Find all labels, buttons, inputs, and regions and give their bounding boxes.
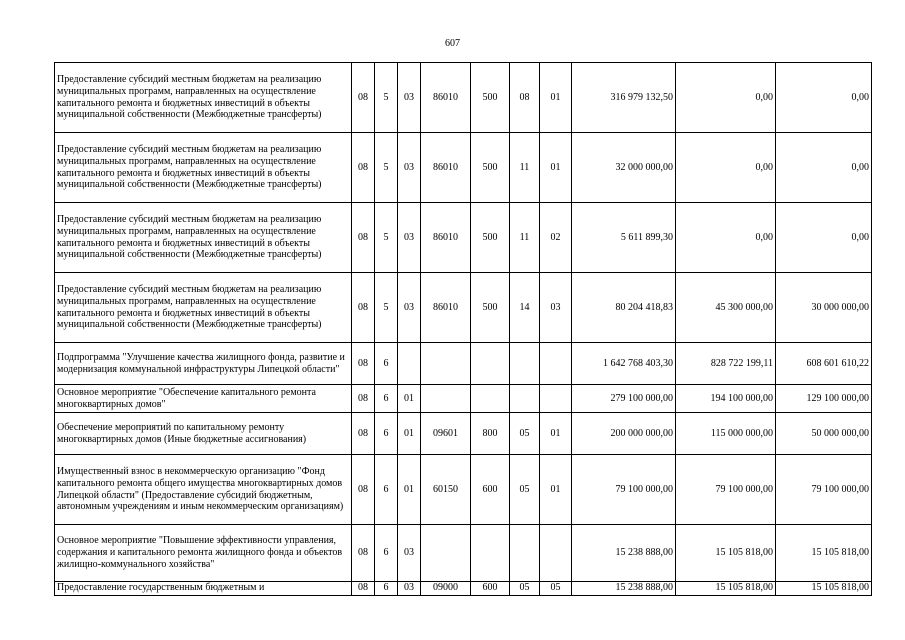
code-expense-type: 500 (471, 273, 510, 343)
amount-year-2: 0,00 (676, 63, 776, 133)
amount-year-2: 45 300 000,00 (676, 273, 776, 343)
code-section: 08 (352, 413, 375, 455)
amount-year-1: 80 204 418,83 (572, 273, 676, 343)
code-subsection (540, 525, 572, 582)
code-subprogram: 6 (375, 343, 398, 385)
amount-year-3: 0,00 (776, 63, 872, 133)
code-subsection: 02 (540, 203, 572, 273)
code-direction: 86010 (421, 273, 471, 343)
code-section: 08 (352, 343, 375, 385)
code-measure: 03 (398, 525, 421, 582)
amount-year-3: 0,00 (776, 203, 872, 273)
table-row (55, 385, 872, 413)
code-subsection: 03 (540, 273, 572, 343)
code-expense-type (471, 385, 510, 413)
code-section: 08 (352, 525, 375, 582)
code-expense-type: 800 (471, 413, 510, 455)
code-subsection: 01 (540, 133, 572, 203)
code-measure: 03 (398, 273, 421, 343)
code-subprogram: 6 (375, 525, 398, 582)
code-direction (421, 525, 471, 582)
amount-year-2: 79 100 000,00 (676, 455, 776, 525)
row-title: Обеспечение мероприятий по капитальному ремонту многоквартирных домов (Иные бюджетные ассигнования) (55, 413, 352, 455)
code-subprogram: 6 (375, 413, 398, 455)
row-title: Имущественный взнос в некоммерческую организацию "Фонд капитального ремонта общего имущества многоквартирных домов Липецкой области" (Предоставление субсидий бюджетным, автономным учреждениям и иным некоммерческим организациям) (55, 455, 352, 525)
code-chapter: 05 (510, 413, 540, 455)
code-expense-type (471, 525, 510, 582)
code-measure: 01 (398, 413, 421, 455)
code-direction (421, 385, 471, 413)
amount-year-2: 115 000 000,00 (676, 413, 776, 455)
code-section: 08 (352, 273, 375, 343)
code-chapter (510, 525, 540, 582)
code-subsection: 05 (540, 582, 572, 596)
code-chapter: 11 (510, 203, 540, 273)
amount-year-3: 15 105 818,00 (776, 525, 872, 582)
code-subprogram: 5 (375, 133, 398, 203)
table-row (55, 413, 872, 455)
code-expense-type: 500 (471, 63, 510, 133)
amount-year-1: 1 642 768 403,30 (572, 343, 676, 385)
code-section: 08 (352, 133, 375, 203)
code-measure: 01 (398, 385, 421, 413)
row-title: Предоставление субсидий местным бюджетам на реализацию муниципальных программ, направленных на осуществление капитального ремонта и бюджетных инвестиций в объекты муниципальной собственности (Межбюджетные трансферты) (55, 63, 352, 133)
code-chapter: 05 (510, 455, 540, 525)
amount-year-3: 0,00 (776, 133, 872, 203)
code-chapter: 11 (510, 133, 540, 203)
code-measure: 03 (398, 63, 421, 133)
code-measure: 03 (398, 582, 421, 596)
amount-year-3: 608 601 610,22 (776, 343, 872, 385)
code-subsection (540, 343, 572, 385)
code-section: 08 (352, 582, 375, 596)
code-section: 08 (352, 63, 375, 133)
amount-year-1: 15 238 888,00 (572, 525, 676, 582)
code-chapter (510, 343, 540, 385)
amount-year-2: 828 722 199,11 (676, 343, 776, 385)
code-expense-type: 500 (471, 133, 510, 203)
code-direction (421, 343, 471, 385)
code-subsection: 01 (540, 413, 572, 455)
row-title: Основное мероприятие "Обеспечение капитального ремонта многоквартирных домов" (55, 385, 352, 413)
table-row (55, 203, 872, 273)
code-measure: 03 (398, 133, 421, 203)
amount-year-2: 15 105 818,00 (676, 582, 776, 596)
amount-year-1: 15 238 888,00 (572, 582, 676, 596)
amount-year-1: 32 000 000,00 (572, 133, 676, 203)
code-measure: 03 (398, 203, 421, 273)
amount-year-3: 30 000 000,00 (776, 273, 872, 343)
code-expense-type: 600 (471, 455, 510, 525)
code-section: 08 (352, 203, 375, 273)
row-title: Предоставление субсидий местным бюджетам на реализацию муниципальных программ, направленных на осуществление капитального ремонта и бюджетных инвестиций в объекты муниципальной собственности (Межбюджетные трансферты) (55, 203, 352, 273)
code-expense-type: 600 (471, 582, 510, 596)
code-direction: 86010 (421, 133, 471, 203)
code-direction: 09601 (421, 413, 471, 455)
table-row (55, 343, 872, 385)
code-expense-type: 500 (471, 203, 510, 273)
amount-year-1: 79 100 000,00 (572, 455, 676, 525)
amount-year-3: 15 105 818,00 (776, 582, 872, 596)
code-measure: 01 (398, 455, 421, 525)
code-direction: 86010 (421, 203, 471, 273)
table-row (55, 63, 872, 133)
code-chapter: 08 (510, 63, 540, 133)
row-title: Предоставление субсидий местным бюджетам на реализацию муниципальных программ, направленных на осуществление капитального ремонта и бюджетных инвестиций в объекты муниципальной собственности (Межбюджетные трансферты) (55, 273, 352, 343)
code-expense-type (471, 343, 510, 385)
table-row (55, 273, 872, 343)
row-title: Предоставление государственным бюджетным и (55, 582, 352, 596)
table-row (55, 455, 872, 525)
amount-year-2: 15 105 818,00 (676, 525, 776, 582)
code-subsection (540, 385, 572, 413)
code-direction: 09000 (421, 582, 471, 596)
row-title: Основное мероприятие "Повышение эффективности управления, содержания и капитального ремонта жилищного фонда и объектов жилищно-коммунального хозяйства" (55, 525, 352, 582)
amount-year-3: 79 100 000,00 (776, 455, 872, 525)
amount-year-1: 279 100 000,00 (572, 385, 676, 413)
code-section: 08 (352, 385, 375, 413)
code-section: 08 (352, 455, 375, 525)
amount-year-1: 5 611 899,30 (572, 203, 676, 273)
amount-year-1: 316 979 132,50 (572, 63, 676, 133)
page-number: 607 (445, 38, 460, 49)
code-subprogram: 5 (375, 203, 398, 273)
code-direction: 60150 (421, 455, 471, 525)
code-subsection: 01 (540, 455, 572, 525)
amount-year-2: 194 100 000,00 (676, 385, 776, 413)
code-chapter: 05 (510, 582, 540, 596)
row-title: Подпрограмма "Улучшение качества жилищного фонда, развитие и модернизация коммунальной инфраструктуры Липецкой области" (55, 343, 352, 385)
code-subprogram: 6 (375, 582, 398, 596)
row-title: Предоставление субсидий местным бюджетам на реализацию муниципальных программ, направленных на осуществление капитального ремонта и бюджетных инвестиций в объекты муниципальной собственности (Межбюджетные трансферты) (55, 133, 352, 203)
table-row (55, 582, 872, 596)
code-subprogram: 5 (375, 63, 398, 133)
code-subsection: 01 (540, 63, 572, 133)
code-subprogram: 6 (375, 385, 398, 413)
code-chapter (510, 385, 540, 413)
amount-year-2: 0,00 (676, 133, 776, 203)
table-row (55, 133, 872, 203)
code-subprogram: 5 (375, 273, 398, 343)
amount-year-3: 50 000 000,00 (776, 413, 872, 455)
code-direction: 86010 (421, 63, 471, 133)
code-subprogram: 6 (375, 455, 398, 525)
code-chapter: 14 (510, 273, 540, 343)
amount-year-2: 0,00 (676, 203, 776, 273)
table-row (55, 525, 872, 582)
budget-table (54, 62, 872, 596)
code-measure (398, 343, 421, 385)
amount-year-1: 200 000 000,00 (572, 413, 676, 455)
amount-year-3: 129 100 000,00 (776, 385, 872, 413)
